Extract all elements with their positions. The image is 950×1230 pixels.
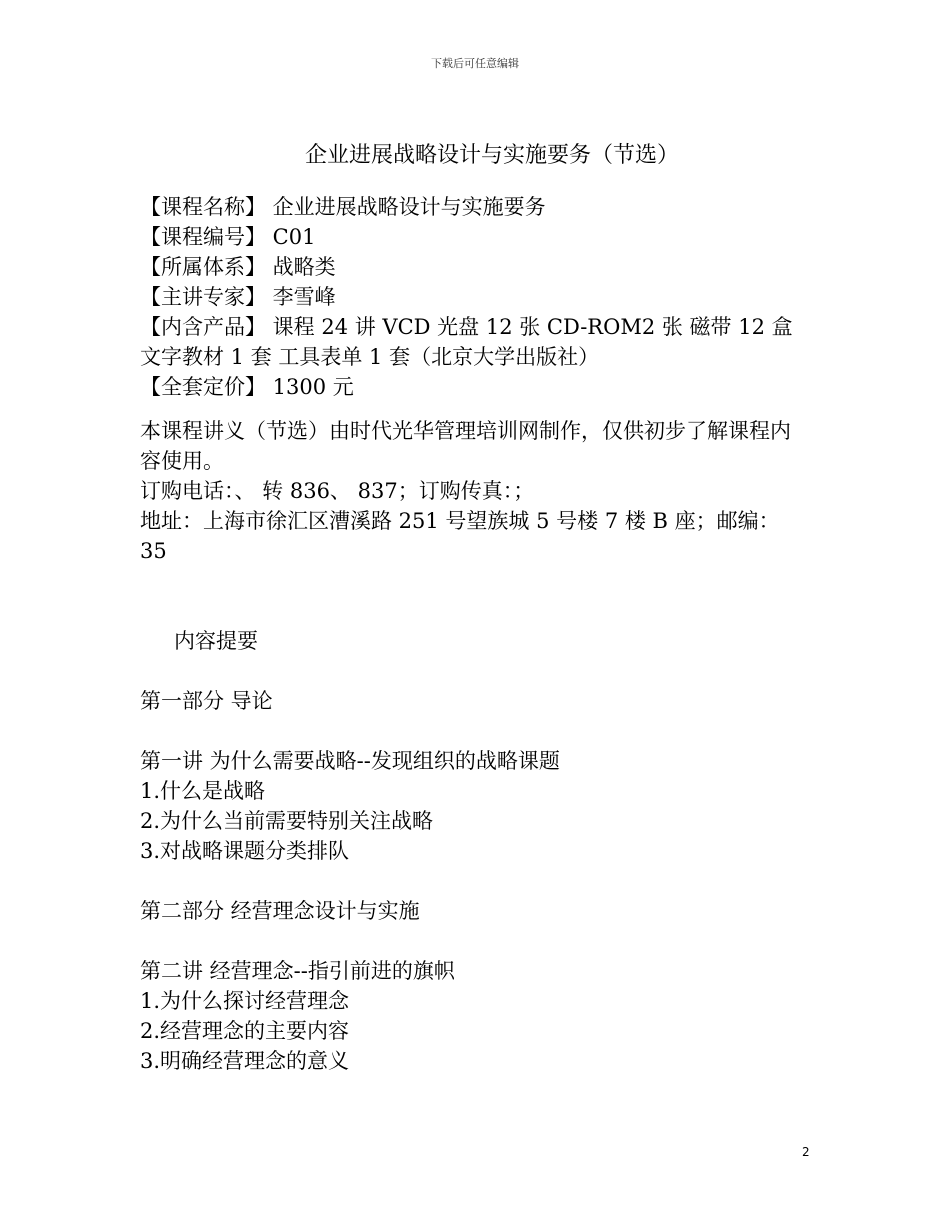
lecture-1-item: 3.对战略课题分类排队 — [140, 839, 350, 863]
lecture-1-heading: 第一讲 为什么需要战略--发现组织的战略课题 — [140, 749, 560, 773]
lecture-1-item: 1.什么是战略 — [140, 779, 266, 803]
lecture-2-item: 3.明确经营理念的意义 — [140, 1049, 350, 1073]
lecture-2-item: 2.经营理念的主要内容 — [140, 1019, 350, 1043]
course-code: 【课程编号】 C01 — [140, 225, 316, 249]
course-system: 【所属体系】 战略类 — [140, 255, 336, 279]
notice-description: 本课程讲义（节选）由时代光华管理培训网制作，仅供初步了解课程内容使用。 — [140, 419, 791, 473]
course-expert: 【主讲专家】 李雪峰 — [140, 285, 336, 309]
course-price: 【全套定价】 1300 元 — [140, 375, 354, 399]
outline-heading: 内容提要 — [174, 629, 258, 653]
notice — [140, 416, 800, 566]
course-info — [140, 192, 800, 402]
outline — [140, 626, 800, 1076]
address: 地址：上海市徐汇区漕溪路 251 号望族城 5 号楼 7 楼 B 座；邮编：35 — [140, 509, 780, 563]
header-note: 下载后可任意编辑 — [431, 57, 519, 70]
course-products: 【内含产品】 课程 24 讲 VCD 光盘 12 张 CD-ROM2 张 磁带 12 盒 文字教材 1 套 工具表单 1 套（北京大学出版社） — [140, 315, 800, 369]
order-phone: 订购电话：、 转 836、 837；订购传真：； — [140, 479, 535, 503]
lecture-1-item: 2.为什么当前需要特别关注战略 — [140, 809, 434, 833]
document-title: 企业进展战略设计与实施要务（节选） — [304, 143, 679, 168]
part-1-heading: 第一部分 导论 — [140, 689, 273, 713]
course-name: 【课程名称】 企业进展战略设计与实施要务 — [140, 195, 546, 219]
page-number: 2 — [802, 1145, 810, 1159]
part-2-heading: 第二部分 经营理念设计与实施 — [140, 899, 420, 923]
document-body — [140, 192, 800, 1076]
lecture-2-heading: 第二讲 经营理念--指引前进的旗帜 — [140, 959, 455, 983]
lecture-2-item: 1.为什么探讨经营理念 — [140, 989, 350, 1013]
